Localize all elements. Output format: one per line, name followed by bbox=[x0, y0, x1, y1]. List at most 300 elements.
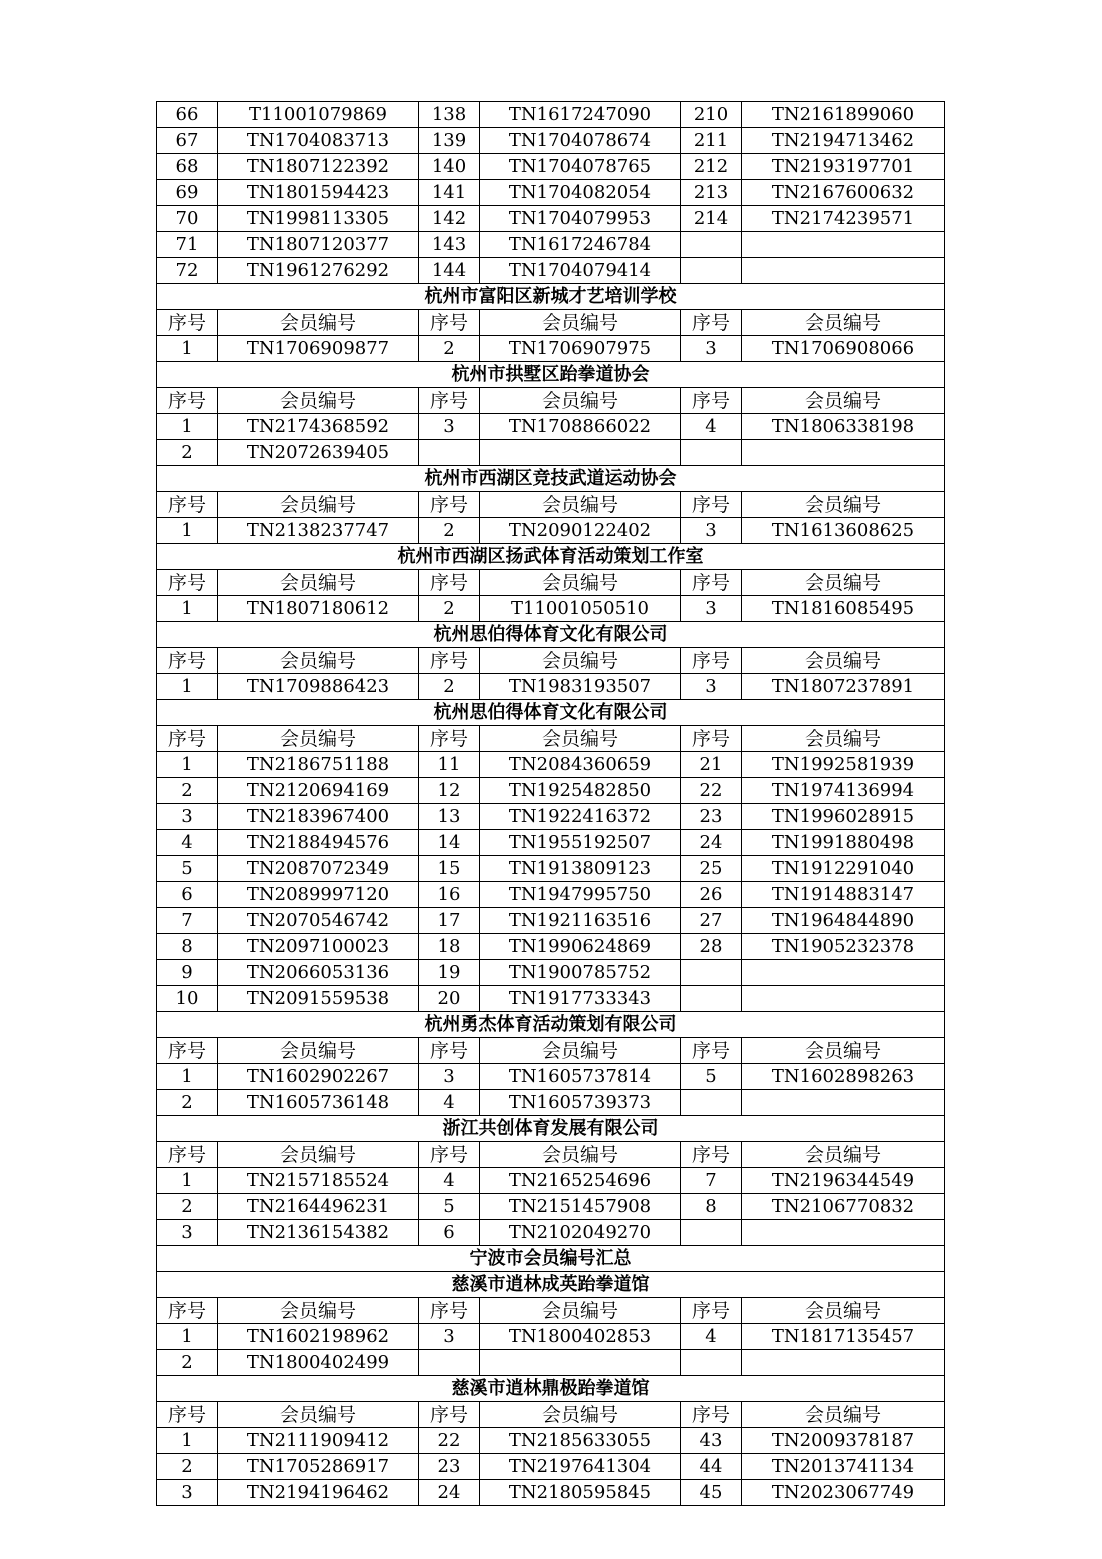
member-number-table bbox=[156, 101, 945, 1506]
header-member-no: 会员编号 bbox=[742, 1142, 945, 1168]
header-member-no: 会员编号 bbox=[480, 570, 681, 596]
member-no-cell: TN1602898263 bbox=[742, 1064, 945, 1090]
table-row bbox=[157, 674, 945, 700]
header-seq: 序号 bbox=[681, 1142, 742, 1168]
member-no-cell: TN1704079953 bbox=[480, 206, 681, 232]
section-title: 杭州勇杰体育活动策划有限公司 bbox=[157, 1012, 945, 1038]
member-no-cell: TN1806338198 bbox=[742, 414, 945, 440]
seq-cell: 3 bbox=[681, 518, 742, 544]
seq-cell: 26 bbox=[681, 882, 742, 908]
header-member-no: 会员编号 bbox=[742, 570, 945, 596]
seq-cell: 4 bbox=[681, 1324, 742, 1350]
column-header-row bbox=[157, 1402, 945, 1428]
seq-cell: 15 bbox=[419, 856, 480, 882]
table-row bbox=[157, 596, 945, 622]
section-title: 慈溪市逍林鼎极跆拳道馆 bbox=[157, 1376, 945, 1402]
member-no-cell: TN1955192507 bbox=[480, 830, 681, 856]
header-seq: 序号 bbox=[419, 1298, 480, 1324]
member-no-cell bbox=[742, 960, 945, 986]
member-no-cell: TN1704082054 bbox=[480, 180, 681, 206]
column-header-row bbox=[157, 726, 945, 752]
seq-cell: 2 bbox=[157, 440, 218, 466]
member-no-cell: TN1900785752 bbox=[480, 960, 681, 986]
seq-cell: 3 bbox=[157, 1220, 218, 1246]
seq-cell: 8 bbox=[681, 1194, 742, 1220]
seq-cell: 13 bbox=[419, 804, 480, 830]
seq-cell: 1 bbox=[157, 1168, 218, 1194]
seq-cell: 7 bbox=[681, 1168, 742, 1194]
table-row bbox=[157, 336, 945, 362]
seq-cell: 138 bbox=[419, 102, 480, 128]
seq-cell: 20 bbox=[419, 986, 480, 1012]
header-member-no: 会员编号 bbox=[742, 388, 945, 414]
member-no-cell: TN2194196462 bbox=[218, 1480, 419, 1506]
header-seq: 序号 bbox=[157, 726, 218, 752]
seq-cell: 4 bbox=[157, 830, 218, 856]
seq-cell: 70 bbox=[157, 206, 218, 232]
member-no-cell bbox=[742, 1090, 945, 1116]
column-header-row bbox=[157, 570, 945, 596]
table-row bbox=[157, 986, 945, 1012]
seq-cell: 141 bbox=[419, 180, 480, 206]
seq-cell: 22 bbox=[681, 778, 742, 804]
seq-cell: 10 bbox=[157, 986, 218, 1012]
table-row bbox=[157, 128, 945, 154]
table-row bbox=[157, 1480, 945, 1506]
member-no-cell: TN2102049270 bbox=[480, 1220, 681, 1246]
member-no-cell: TN1992581939 bbox=[742, 752, 945, 778]
member-no-cell: TN1996028915 bbox=[742, 804, 945, 830]
member-no-cell: TN2164496231 bbox=[218, 1194, 419, 1220]
seq-cell: 7 bbox=[157, 908, 218, 934]
section-title-row bbox=[157, 362, 945, 388]
seq-cell: 12 bbox=[419, 778, 480, 804]
header-member-no: 会员编号 bbox=[742, 1038, 945, 1064]
seq-cell: 2 bbox=[157, 1350, 218, 1376]
seq-cell: 1 bbox=[157, 414, 218, 440]
member-no-cell: TN2151457908 bbox=[480, 1194, 681, 1220]
member-no-cell: TN2196344549 bbox=[742, 1168, 945, 1194]
table-row bbox=[157, 1220, 945, 1246]
seq-cell: 2 bbox=[157, 1454, 218, 1480]
header-seq: 序号 bbox=[419, 388, 480, 414]
section-title: 杭州思伯得体育文化有限公司 bbox=[157, 700, 945, 726]
section-title: 杭州市西湖区竞技武道运动协会 bbox=[157, 466, 945, 492]
member-no-cell: TN2194713462 bbox=[742, 128, 945, 154]
header-seq: 序号 bbox=[681, 726, 742, 752]
header-seq: 序号 bbox=[157, 1402, 218, 1428]
seq-cell: 3 bbox=[681, 336, 742, 362]
member-no-cell: TN1617246784 bbox=[480, 232, 681, 258]
header-seq: 序号 bbox=[681, 310, 742, 336]
seq-cell: 72 bbox=[157, 258, 218, 284]
seq-cell: 211 bbox=[681, 128, 742, 154]
table-row bbox=[157, 1168, 945, 1194]
header-member-no: 会员编号 bbox=[480, 492, 681, 518]
header-member-no: 会员编号 bbox=[218, 1402, 419, 1428]
table-row bbox=[157, 1454, 945, 1480]
table-row bbox=[157, 440, 945, 466]
member-no-cell: TN1613608625 bbox=[742, 518, 945, 544]
member-no-cell: TN2165254696 bbox=[480, 1168, 681, 1194]
section-title-row bbox=[157, 1012, 945, 1038]
member-no-cell: TN2136154382 bbox=[218, 1220, 419, 1246]
header-seq: 序号 bbox=[681, 1402, 742, 1428]
member-no-cell: TN1800402499 bbox=[218, 1350, 419, 1376]
column-header-row bbox=[157, 310, 945, 336]
member-no-cell: TN1706909877 bbox=[218, 336, 419, 362]
table-row bbox=[157, 934, 945, 960]
header-seq: 序号 bbox=[157, 388, 218, 414]
seq-cell: 2 bbox=[419, 674, 480, 700]
header-seq: 序号 bbox=[419, 1402, 480, 1428]
header-seq: 序号 bbox=[419, 310, 480, 336]
header-member-no: 会员编号 bbox=[480, 648, 681, 674]
section-title: 杭州市西湖区扬武体育活动策划工作室 bbox=[157, 544, 945, 570]
member-no-cell: TN1605736148 bbox=[218, 1090, 419, 1116]
member-no-cell: TN2084360659 bbox=[480, 752, 681, 778]
seq-cell: 23 bbox=[419, 1454, 480, 1480]
seq-cell: 4 bbox=[419, 1168, 480, 1194]
seq-cell: 1 bbox=[157, 1428, 218, 1454]
header-seq: 序号 bbox=[419, 1142, 480, 1168]
member-no-cell: T11001079869 bbox=[218, 102, 419, 128]
header-member-no: 会员编号 bbox=[742, 492, 945, 518]
member-no-cell: TN1964844890 bbox=[742, 908, 945, 934]
header-seq: 序号 bbox=[681, 492, 742, 518]
seq-cell: 212 bbox=[681, 154, 742, 180]
header-seq: 序号 bbox=[419, 648, 480, 674]
seq-cell: 16 bbox=[419, 882, 480, 908]
header-seq: 序号 bbox=[681, 1298, 742, 1324]
member-no-cell: TN1817135457 bbox=[742, 1324, 945, 1350]
section-title-row bbox=[157, 284, 945, 310]
member-no-cell: TN2185633055 bbox=[480, 1428, 681, 1454]
seq-cell: 45 bbox=[681, 1480, 742, 1506]
member-no-cell: TN1605739373 bbox=[480, 1090, 681, 1116]
table-row bbox=[157, 232, 945, 258]
header-seq: 序号 bbox=[157, 310, 218, 336]
member-no-cell: TN1807237891 bbox=[742, 674, 945, 700]
member-no-cell: TN2157185524 bbox=[218, 1168, 419, 1194]
header-member-no: 会员编号 bbox=[218, 310, 419, 336]
seq-cell: 3 bbox=[681, 674, 742, 700]
seq-cell: 6 bbox=[419, 1220, 480, 1246]
column-header-row bbox=[157, 388, 945, 414]
header-member-no: 会员编号 bbox=[480, 1298, 681, 1324]
member-no-cell: TN2174368592 bbox=[218, 414, 419, 440]
seq-cell: 4 bbox=[419, 1090, 480, 1116]
header-seq: 序号 bbox=[681, 648, 742, 674]
header-member-no: 会员编号 bbox=[218, 1038, 419, 1064]
seq-cell: 2 bbox=[419, 518, 480, 544]
seq-cell bbox=[681, 1220, 742, 1246]
table-row bbox=[157, 804, 945, 830]
seq-cell: 2 bbox=[157, 1090, 218, 1116]
header-member-no: 会员编号 bbox=[480, 1142, 681, 1168]
header-seq: 序号 bbox=[157, 1038, 218, 1064]
table-row bbox=[157, 180, 945, 206]
section-title-row bbox=[157, 1246, 945, 1272]
member-no-cell: TN1925482850 bbox=[480, 778, 681, 804]
seq-cell: 8 bbox=[157, 934, 218, 960]
seq-cell: 5 bbox=[681, 1064, 742, 1090]
member-no-cell: TN2180595845 bbox=[480, 1480, 681, 1506]
member-no-cell: TN2090122402 bbox=[480, 518, 681, 544]
member-no-cell: TN2138237747 bbox=[218, 518, 419, 544]
table-row bbox=[157, 752, 945, 778]
table-row bbox=[157, 1064, 945, 1090]
member-no-cell: TN2091559538 bbox=[218, 986, 419, 1012]
member-no-cell bbox=[742, 232, 945, 258]
column-header-row bbox=[157, 648, 945, 674]
seq-cell: 3 bbox=[681, 596, 742, 622]
seq-cell: 19 bbox=[419, 960, 480, 986]
seq-cell: 3 bbox=[419, 1064, 480, 1090]
member-no-cell: TN1602198962 bbox=[218, 1324, 419, 1350]
header-seq: 序号 bbox=[157, 648, 218, 674]
member-no-cell: TN1917733343 bbox=[480, 986, 681, 1012]
seq-cell: 142 bbox=[419, 206, 480, 232]
seq-cell: 1 bbox=[157, 674, 218, 700]
table-row bbox=[157, 830, 945, 856]
member-no-cell: TN2097100023 bbox=[218, 934, 419, 960]
seq-cell: 27 bbox=[681, 908, 742, 934]
member-no-cell: TN1807180612 bbox=[218, 596, 419, 622]
seq-cell: 14 bbox=[419, 830, 480, 856]
seq-cell: 17 bbox=[419, 908, 480, 934]
member-no-cell: TN2167600632 bbox=[742, 180, 945, 206]
section-title: 杭州思伯得体育文化有限公司 bbox=[157, 622, 945, 648]
header-member-no: 会员编号 bbox=[742, 726, 945, 752]
table-row bbox=[157, 778, 945, 804]
header-seq: 序号 bbox=[419, 492, 480, 518]
seq-cell: 144 bbox=[419, 258, 480, 284]
seq-cell: 22 bbox=[419, 1428, 480, 1454]
seq-cell: 11 bbox=[419, 752, 480, 778]
seq-cell: 1 bbox=[157, 1064, 218, 1090]
seq-cell: 1 bbox=[157, 1324, 218, 1350]
section-title-row bbox=[157, 1272, 945, 1298]
member-no-cell: TN2183967400 bbox=[218, 804, 419, 830]
seq-cell: 3 bbox=[157, 1480, 218, 1506]
header-member-no: 会员编号 bbox=[218, 726, 419, 752]
table-row bbox=[157, 1428, 945, 1454]
table-row bbox=[157, 960, 945, 986]
column-header-row bbox=[157, 1038, 945, 1064]
table-row bbox=[157, 518, 945, 544]
member-no-cell: TN2188494576 bbox=[218, 830, 419, 856]
section-title: 慈溪市逍林成英跆拳道馆 bbox=[157, 1272, 945, 1298]
table-row bbox=[157, 1090, 945, 1116]
header-member-no: 会员编号 bbox=[480, 726, 681, 752]
member-no-cell: TN1807122392 bbox=[218, 154, 419, 180]
member-no-cell: TN2023067749 bbox=[742, 1480, 945, 1506]
member-no-cell bbox=[742, 1220, 945, 1246]
header-member-no: 会员编号 bbox=[480, 388, 681, 414]
member-no-cell: TN1709886423 bbox=[218, 674, 419, 700]
seq-cell: 2 bbox=[419, 596, 480, 622]
header-member-no: 会员编号 bbox=[218, 1142, 419, 1168]
table-row bbox=[157, 154, 945, 180]
member-no-cell: TN2087072349 bbox=[218, 856, 419, 882]
header-member-no: 会员编号 bbox=[480, 310, 681, 336]
member-no-cell: TN1706908066 bbox=[742, 336, 945, 362]
seq-cell: 139 bbox=[419, 128, 480, 154]
header-seq: 序号 bbox=[419, 726, 480, 752]
member-no-cell: TN2066053136 bbox=[218, 960, 419, 986]
column-header-row bbox=[157, 492, 945, 518]
section-title: 杭州市富阳区新城才艺培训学校 bbox=[157, 284, 945, 310]
header-member-no: 会员编号 bbox=[218, 570, 419, 596]
seq-cell: 43 bbox=[681, 1428, 742, 1454]
seq-cell: 5 bbox=[157, 856, 218, 882]
member-no-cell: TN1991880498 bbox=[742, 830, 945, 856]
seq-cell: 140 bbox=[419, 154, 480, 180]
seq-cell: 3 bbox=[419, 414, 480, 440]
seq-cell: 3 bbox=[419, 1324, 480, 1350]
header-member-no: 会员编号 bbox=[218, 388, 419, 414]
header-seq: 序号 bbox=[419, 1038, 480, 1064]
member-no-cell: TN2197641304 bbox=[480, 1454, 681, 1480]
section-title-row bbox=[157, 700, 945, 726]
seq-cell: 24 bbox=[681, 830, 742, 856]
column-header-row bbox=[157, 1142, 945, 1168]
member-no-cell: TN2174239571 bbox=[742, 206, 945, 232]
table-row bbox=[157, 882, 945, 908]
seq-cell bbox=[681, 232, 742, 258]
member-no-cell bbox=[742, 986, 945, 1012]
seq-cell bbox=[419, 440, 480, 466]
member-no-cell: TN1704079414 bbox=[480, 258, 681, 284]
member-no-cell: TN1807120377 bbox=[218, 232, 419, 258]
member-no-cell: TN1704083713 bbox=[218, 128, 419, 154]
member-no-cell: TN2106770832 bbox=[742, 1194, 945, 1220]
header-member-no: 会员编号 bbox=[742, 1298, 945, 1324]
header-seq: 序号 bbox=[157, 492, 218, 518]
header-seq: 序号 bbox=[681, 388, 742, 414]
member-no-cell: TN2070546742 bbox=[218, 908, 419, 934]
member-no-cell: TN1998113305 bbox=[218, 206, 419, 232]
member-no-cell: TN1704078765 bbox=[480, 154, 681, 180]
member-no-cell: TN1947995750 bbox=[480, 882, 681, 908]
header-seq: 序号 bbox=[157, 570, 218, 596]
member-no-cell: TN1905232378 bbox=[742, 934, 945, 960]
header-member-no: 会员编号 bbox=[742, 310, 945, 336]
table-row bbox=[157, 1194, 945, 1220]
member-no-cell: TN2089997120 bbox=[218, 882, 419, 908]
seq-cell bbox=[681, 986, 742, 1012]
seq-cell: 25 bbox=[681, 856, 742, 882]
section-title: 杭州市拱墅区跆拳道协会 bbox=[157, 362, 945, 388]
seq-cell: 143 bbox=[419, 232, 480, 258]
seq-cell: 67 bbox=[157, 128, 218, 154]
member-no-cell: TN1913809123 bbox=[480, 856, 681, 882]
member-no-cell: TN1974136994 bbox=[742, 778, 945, 804]
member-no-cell: TN1708866022 bbox=[480, 414, 681, 440]
member-no-cell: TN2009378187 bbox=[742, 1428, 945, 1454]
section-title-row bbox=[157, 466, 945, 492]
member-no-cell: TN2072639405 bbox=[218, 440, 419, 466]
seq-cell: 9 bbox=[157, 960, 218, 986]
section-title: 浙江共创体育发展有限公司 bbox=[157, 1116, 945, 1142]
member-no-cell: TN1706907975 bbox=[480, 336, 681, 362]
section-title: 宁波市会员编号汇总 bbox=[157, 1246, 945, 1272]
table-row bbox=[157, 1350, 945, 1376]
seq-cell: 4 bbox=[681, 414, 742, 440]
table-row bbox=[157, 102, 945, 128]
seq-cell: 214 bbox=[681, 206, 742, 232]
member-no-cell: TN1705286917 bbox=[218, 1454, 419, 1480]
header-member-no: 会员编号 bbox=[218, 1298, 419, 1324]
seq-cell bbox=[681, 440, 742, 466]
member-no-cell: TN2186751188 bbox=[218, 752, 419, 778]
header-member-no: 会员编号 bbox=[742, 648, 945, 674]
member-no-cell: TN2193197701 bbox=[742, 154, 945, 180]
member-no-cell: TN1617247090 bbox=[480, 102, 681, 128]
seq-cell: 68 bbox=[157, 154, 218, 180]
member-no-cell bbox=[480, 1350, 681, 1376]
header-member-no: 会员编号 bbox=[218, 492, 419, 518]
seq-cell: 1 bbox=[157, 752, 218, 778]
section-title-row bbox=[157, 544, 945, 570]
table-row bbox=[157, 414, 945, 440]
member-no-cell: T11001050510 bbox=[480, 596, 681, 622]
table-row bbox=[157, 206, 945, 232]
header-seq: 序号 bbox=[681, 570, 742, 596]
seq-cell: 24 bbox=[419, 1480, 480, 1506]
section-title-row bbox=[157, 622, 945, 648]
column-header-row bbox=[157, 1298, 945, 1324]
member-no-cell bbox=[742, 440, 945, 466]
seq-cell: 21 bbox=[681, 752, 742, 778]
header-member-no: 会员编号 bbox=[480, 1038, 681, 1064]
seq-cell bbox=[681, 1350, 742, 1376]
seq-cell: 2 bbox=[157, 778, 218, 804]
table-row bbox=[157, 1324, 945, 1350]
table-row bbox=[157, 258, 945, 284]
seq-cell: 1 bbox=[157, 336, 218, 362]
member-no-cell: TN2161899060 bbox=[742, 102, 945, 128]
header-member-no: 会员编号 bbox=[218, 648, 419, 674]
member-no-cell: TN1704078674 bbox=[480, 128, 681, 154]
seq-cell bbox=[681, 960, 742, 986]
seq-cell: 44 bbox=[681, 1454, 742, 1480]
member-no-cell bbox=[480, 440, 681, 466]
member-no-cell: TN1990624869 bbox=[480, 934, 681, 960]
seq-cell: 1 bbox=[157, 596, 218, 622]
seq-cell: 71 bbox=[157, 232, 218, 258]
header-seq: 序号 bbox=[419, 570, 480, 596]
member-no-cell: TN1912291040 bbox=[742, 856, 945, 882]
table-row bbox=[157, 856, 945, 882]
seq-cell: 2 bbox=[157, 1194, 218, 1220]
member-no-cell: TN2013741134 bbox=[742, 1454, 945, 1480]
member-no-cell: TN1816085495 bbox=[742, 596, 945, 622]
member-no-cell: TN1602902267 bbox=[218, 1064, 419, 1090]
seq-cell: 2 bbox=[419, 336, 480, 362]
seq-cell: 5 bbox=[419, 1194, 480, 1220]
member-no-cell: TN2120694169 bbox=[218, 778, 419, 804]
seq-cell: 1 bbox=[157, 518, 218, 544]
seq-cell: 69 bbox=[157, 180, 218, 206]
seq-cell: 23 bbox=[681, 804, 742, 830]
member-no-cell: TN1801594423 bbox=[218, 180, 419, 206]
seq-cell: 6 bbox=[157, 882, 218, 908]
member-no-cell: TN1914883147 bbox=[742, 882, 945, 908]
header-member-no: 会员编号 bbox=[480, 1402, 681, 1428]
seq-cell bbox=[419, 1350, 480, 1376]
